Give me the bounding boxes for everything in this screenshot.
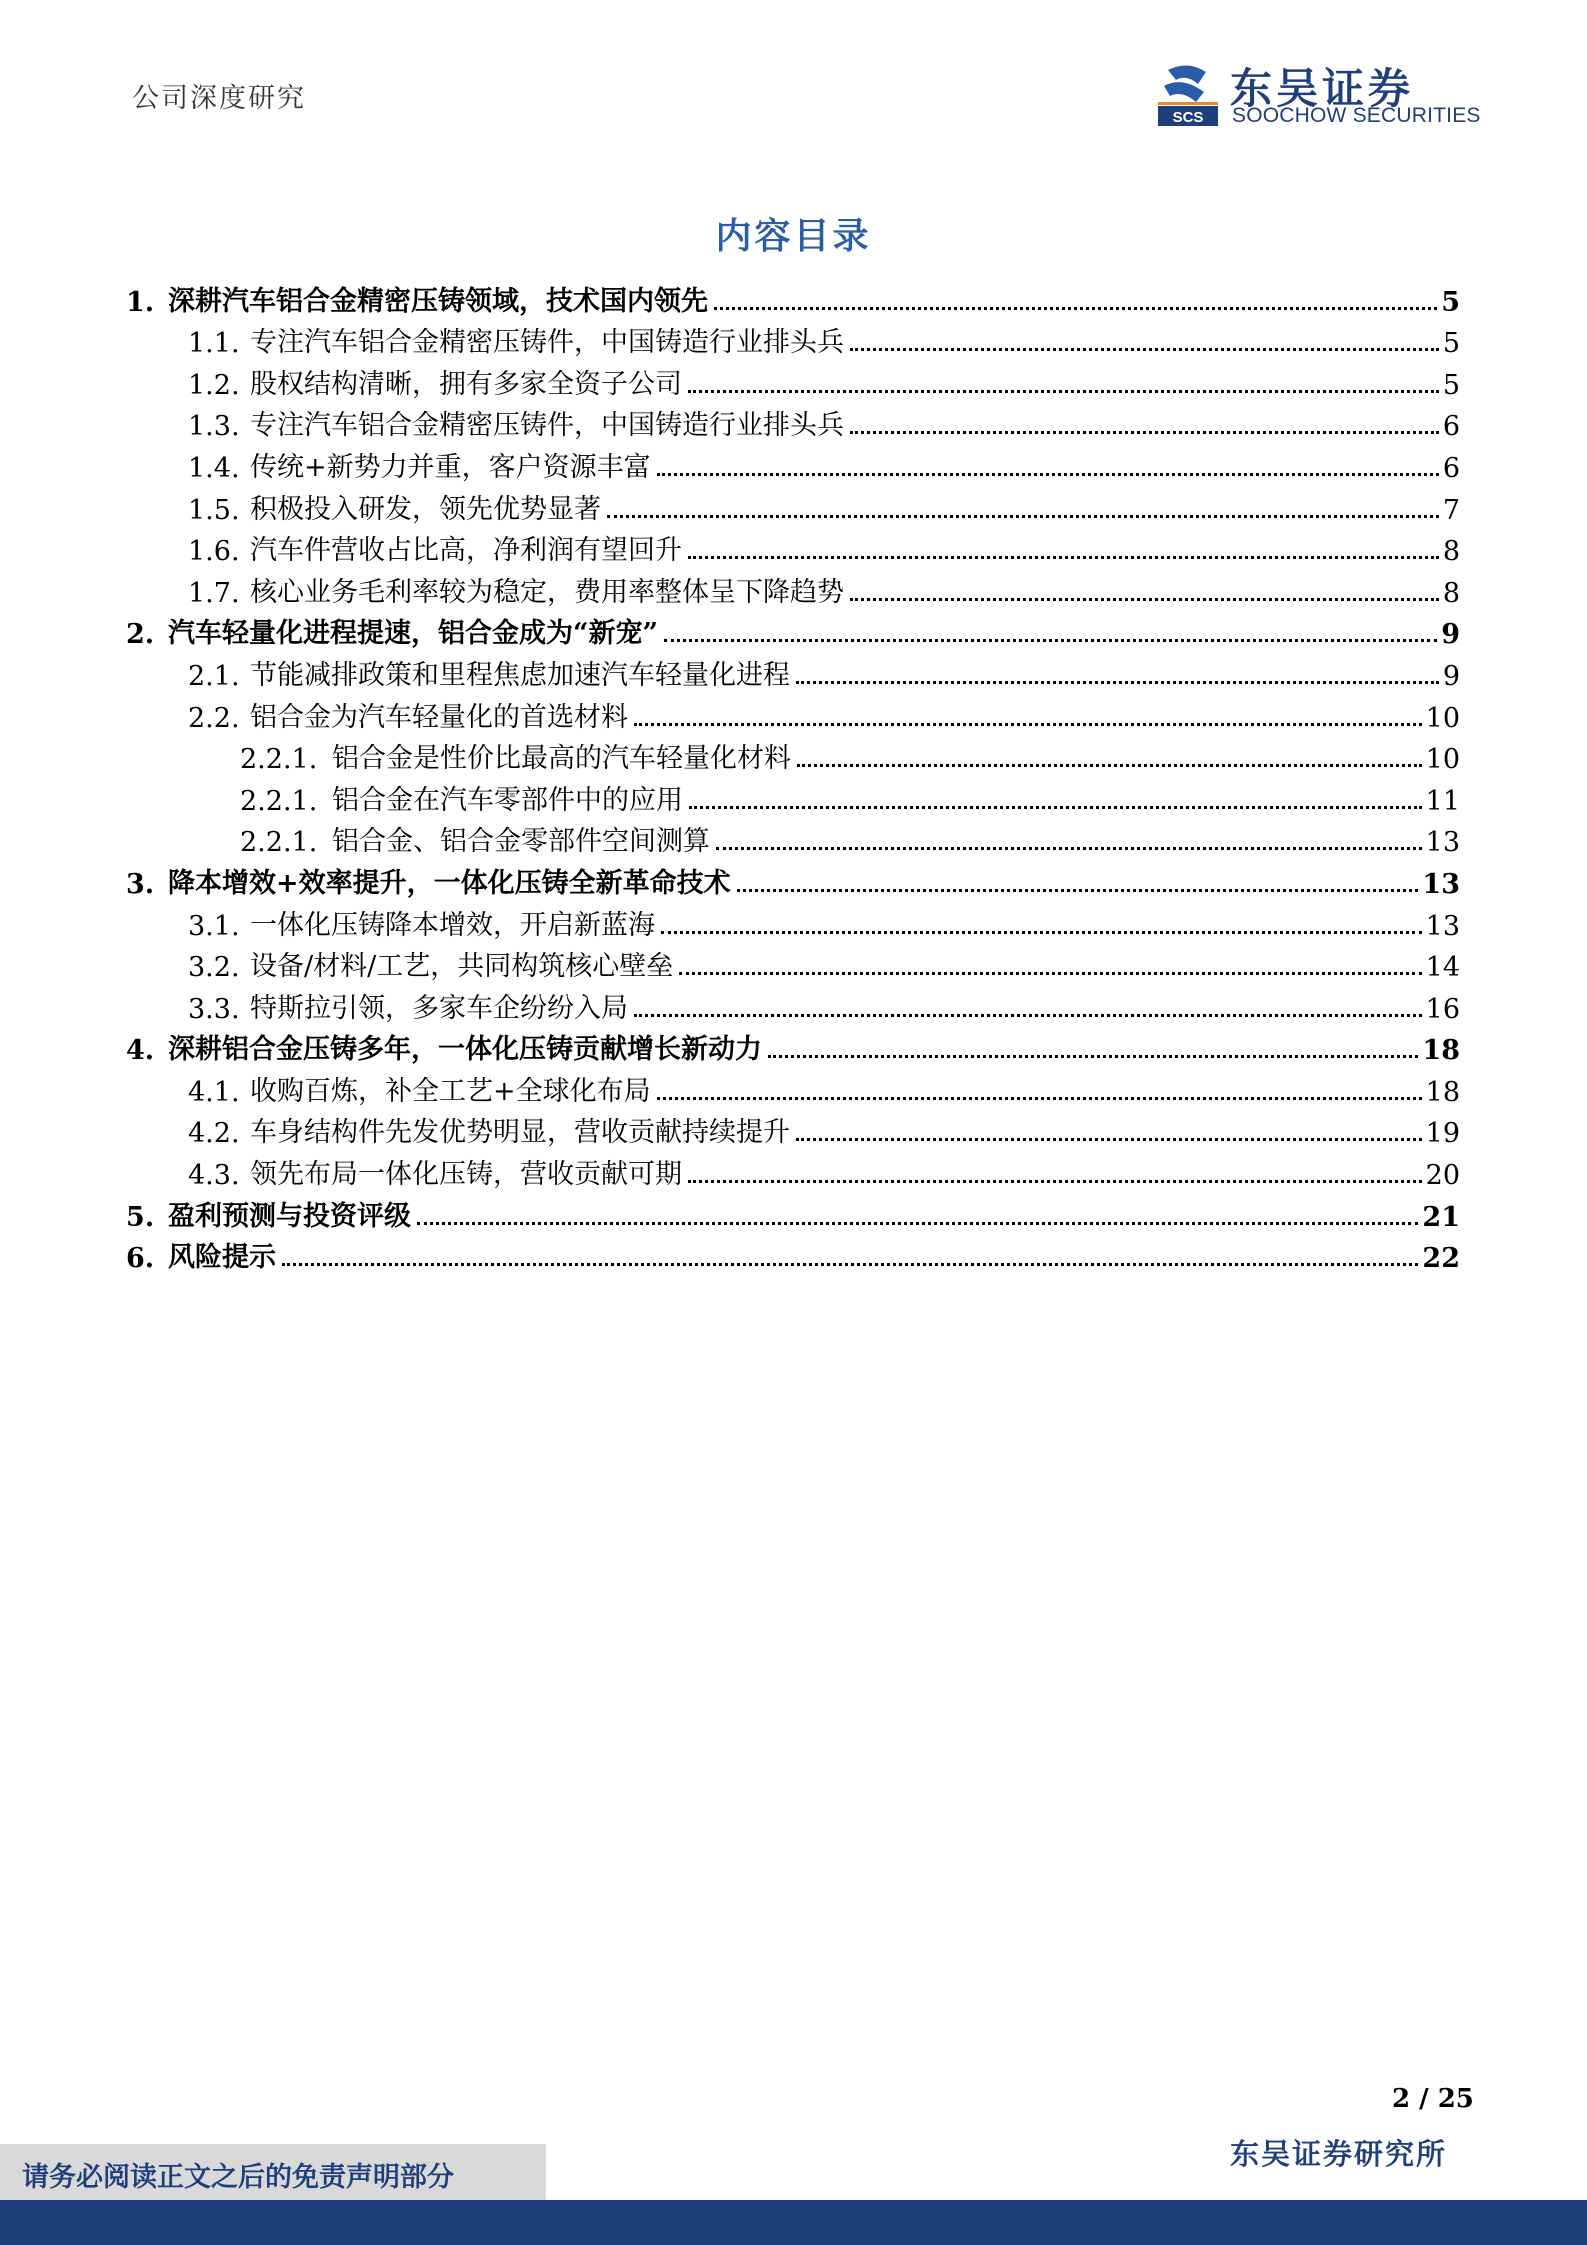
toc-entry-title: 车身结构件先发优势明显，营收贡献持续提升	[250, 1117, 790, 1149]
toc-entry[interactable]	[126, 900, 1460, 942]
toc-entry-page: 5	[1442, 369, 1460, 401]
toc-entry-number: 3.2.	[188, 952, 240, 984]
toc-entry-title: 积极投入研发，领先优势显著	[250, 493, 601, 525]
toc-entry-page: 5	[1442, 328, 1460, 360]
toc-entry-number: 1.6.	[188, 536, 240, 568]
toc-dot-leader	[661, 931, 1422, 934]
toc-dot-leader	[716, 847, 1422, 850]
toc-entry-number: 1.2.	[188, 369, 240, 401]
toc-entry-number: 5.	[126, 1201, 155, 1233]
toc-entry[interactable]	[126, 775, 1460, 817]
toc-entry-number: 4.2.	[188, 1118, 240, 1150]
toc-entry[interactable]	[126, 1066, 1460, 1108]
toc-entry-title: 收购百炼，补全工艺+全球化布局	[250, 1075, 651, 1107]
toc-entry[interactable]	[126, 1149, 1460, 1191]
toc-dot-leader	[768, 1055, 1418, 1058]
logo-english-name: SOOCHOW SECURITIES	[1232, 104, 1481, 127]
toc-entry-title: 汽车件营收占比高，净利润有望回升	[250, 535, 682, 567]
toc-entry-number: 3.1.	[188, 910, 240, 942]
toc-entry-title: 股权结构清晰，拥有多家全资子公司	[250, 368, 682, 400]
logo-badge-text: SCS	[1172, 109, 1204, 126]
toc-entry-page: 22	[1422, 1243, 1460, 1275]
toc-title: 内容目录	[715, 215, 872, 257]
toc-entry[interactable]	[126, 817, 1460, 859]
toc-dot-leader	[657, 1097, 1422, 1100]
toc-entry-page: 13	[1425, 827, 1460, 859]
toc-entry[interactable]	[126, 276, 1460, 318]
toc-dot-leader	[634, 723, 1422, 726]
toc-entry-page: 8	[1442, 577, 1460, 609]
toc-entry-title: 铝合金为汽车轻量化的首选材料	[250, 701, 628, 733]
table-of-contents	[126, 276, 1460, 1274]
toc-dot-leader	[688, 1180, 1422, 1183]
toc-entry[interactable]	[126, 734, 1460, 776]
disclaimer-text: 请务必阅读正文之后的免责声明部分	[22, 2162, 454, 2193]
toc-entry-page: 9	[1442, 660, 1460, 692]
toc-entry-number: 1.	[126, 286, 155, 318]
toc-dot-leader	[737, 889, 1419, 892]
footer-bar	[0, 2200, 1587, 2245]
toc-entry-number: 4.3.	[188, 1160, 240, 1192]
toc-dot-leader	[689, 806, 1422, 809]
toc-entry-title: 核心业务毛利率较为稳定，费用率整体呈下降趋势	[250, 576, 844, 608]
toc-entry[interactable]	[126, 1233, 1460, 1275]
toc-dot-leader	[417, 1222, 1418, 1225]
toc-dot-leader	[714, 307, 1437, 310]
toc-entry-number: 4.	[126, 1035, 155, 1067]
toc-entry[interactable]	[126, 484, 1460, 526]
logo-chinese-name: 东吴证券	[1230, 64, 1415, 113]
toc-dot-leader	[796, 1138, 1422, 1141]
footer-company-name: 东吴证券研究所	[1230, 2137, 1448, 2171]
toc-entry-number: 2.2.	[188, 702, 240, 734]
toc-entry[interactable]	[126, 650, 1460, 692]
toc-dot-leader	[850, 598, 1439, 601]
toc-entry-title: 深耕汽车铝合金精密压铸领域，技术国内领先	[168, 285, 708, 317]
toc-entry[interactable]	[126, 401, 1460, 443]
toc-entry-page: 13	[1422, 868, 1460, 900]
toc-entry-title: 专注汽车铝合金精密压铸件，中国铸造行业排头兵	[250, 410, 844, 442]
toc-entry-page: 7	[1442, 494, 1460, 526]
toc-entry-title: 领先布局一体化压铸，营收贡献可期	[250, 1159, 682, 1191]
report-type-label: 公司深度研究	[132, 83, 306, 114]
toc-entry-title: 深耕铝合金压铸多年，一体化压铸贡献增长新动力	[168, 1034, 762, 1066]
toc-entry-number: 2.2.1.	[240, 827, 318, 859]
toc-entry-title: 盈利预测与投资评级	[168, 1200, 411, 1232]
toc-entry-page: 13	[1425, 910, 1460, 942]
toc-entry-page: 5	[1441, 286, 1460, 318]
toc-entry-number: 3.3.	[188, 993, 240, 1025]
scs-logo-icon	[1158, 62, 1218, 128]
toc-entry-page: 14	[1425, 952, 1460, 984]
toc-entry-title: 一体化压铸降本增效，开启新蓝海	[250, 909, 655, 941]
toc-entry[interactable]	[126, 1108, 1460, 1150]
toc-entry-page: 10	[1425, 744, 1460, 776]
toc-entry-page: 9	[1441, 619, 1460, 651]
toc-entry[interactable]	[126, 442, 1460, 484]
toc-entry-number: 4.1.	[188, 1076, 240, 1108]
toc-entry-number: 2.2.1.	[240, 785, 318, 817]
toc-entry[interactable]	[126, 983, 1460, 1025]
toc-entry[interactable]	[126, 567, 1460, 609]
page-indicator: 2 / 25	[1392, 2084, 1474, 2114]
toc-dot-leader	[850, 431, 1439, 434]
toc-entry-number: 1.1.	[188, 328, 240, 360]
toc-entry-title: 铝合金是性价比最高的汽车轻量化材料	[332, 743, 791, 775]
toc-entry-title: 铝合金在汽车零部件中的应用	[332, 784, 683, 816]
toc-entry-number: 2.	[126, 619, 155, 651]
toc-dot-leader	[679, 972, 1421, 975]
toc-entry-title: 铝合金、铝合金零部件空间测算	[332, 826, 710, 858]
toc-entry-page: 18	[1425, 1076, 1460, 1108]
toc-entry-title: 风险提示	[168, 1242, 276, 1274]
toc-entry-title: 传统+新势力并重，客户资源丰富	[250, 451, 651, 483]
toc-entry[interactable]	[126, 1025, 1460, 1067]
toc-dot-leader	[607, 515, 1439, 518]
toc-entry-title: 专注汽车铝合金精密压铸件，中国铸造行业排头兵	[250, 327, 844, 359]
toc-entry-number: 2.1.	[188, 660, 240, 692]
toc-entry[interactable]	[126, 359, 1460, 401]
toc-entry-number: 1.7.	[188, 577, 240, 609]
company-logo	[1158, 60, 1481, 132]
toc-entry-number: 2.2.1.	[240, 744, 318, 776]
toc-entry[interactable]	[126, 942, 1460, 984]
toc-entry-page: 11	[1425, 785, 1460, 817]
disclaimer-box	[0, 2144, 546, 2200]
toc-entry-number: 1.5.	[188, 494, 240, 526]
toc-entry-page: 19	[1425, 1118, 1460, 1150]
toc-entry-page: 6	[1442, 411, 1460, 443]
toc-dot-leader	[634, 1014, 1422, 1017]
toc-dot-leader	[850, 348, 1439, 351]
toc-entry[interactable]	[126, 858, 1460, 900]
toc-entry[interactable]	[126, 318, 1460, 360]
toc-entry-title: 设备/材料/工艺，共同构筑核心壁垒	[250, 951, 674, 983]
toc-entry-page: 16	[1425, 993, 1460, 1025]
toc-entry-title: 特斯拉引领，多家车企纷纷入局	[250, 992, 628, 1024]
toc-dot-leader	[688, 556, 1439, 559]
toc-dot-leader	[688, 390, 1439, 393]
toc-entry[interactable]	[126, 692, 1460, 734]
toc-entry[interactable]	[126, 609, 1460, 651]
toc-dot-leader	[797, 764, 1422, 767]
toc-entry-number: 6.	[126, 1243, 155, 1275]
toc-entry[interactable]	[126, 526, 1460, 568]
toc-entry-page: 18	[1422, 1035, 1460, 1067]
toc-entry-title: 节能减排政策和里程焦虑加速汽车轻量化进程	[250, 659, 790, 691]
toc-entry-page: 8	[1442, 536, 1460, 568]
toc-entry-title: 降本增效+效率提升，一体化压铸全新革命技术	[168, 867, 731, 899]
toc-entry-number: 1.3.	[188, 411, 240, 443]
toc-entry-page: 10	[1425, 702, 1460, 734]
toc-dot-leader	[664, 639, 1437, 642]
toc-entry[interactable]	[126, 1191, 1460, 1233]
toc-entry-page: 20	[1425, 1160, 1460, 1192]
toc-entry-page: 21	[1422, 1201, 1460, 1233]
toc-dot-leader	[282, 1263, 1418, 1266]
toc-entry-page: 6	[1442, 452, 1460, 484]
toc-dot-leader	[657, 473, 1439, 476]
toc-dot-leader	[796, 681, 1439, 684]
toc-entry-number: 3.	[126, 868, 155, 900]
toc-entry-title: 汽车轻量化进程提速，铝合金成为“新宠”	[168, 618, 659, 650]
toc-entry-number: 1.4.	[188, 452, 240, 484]
